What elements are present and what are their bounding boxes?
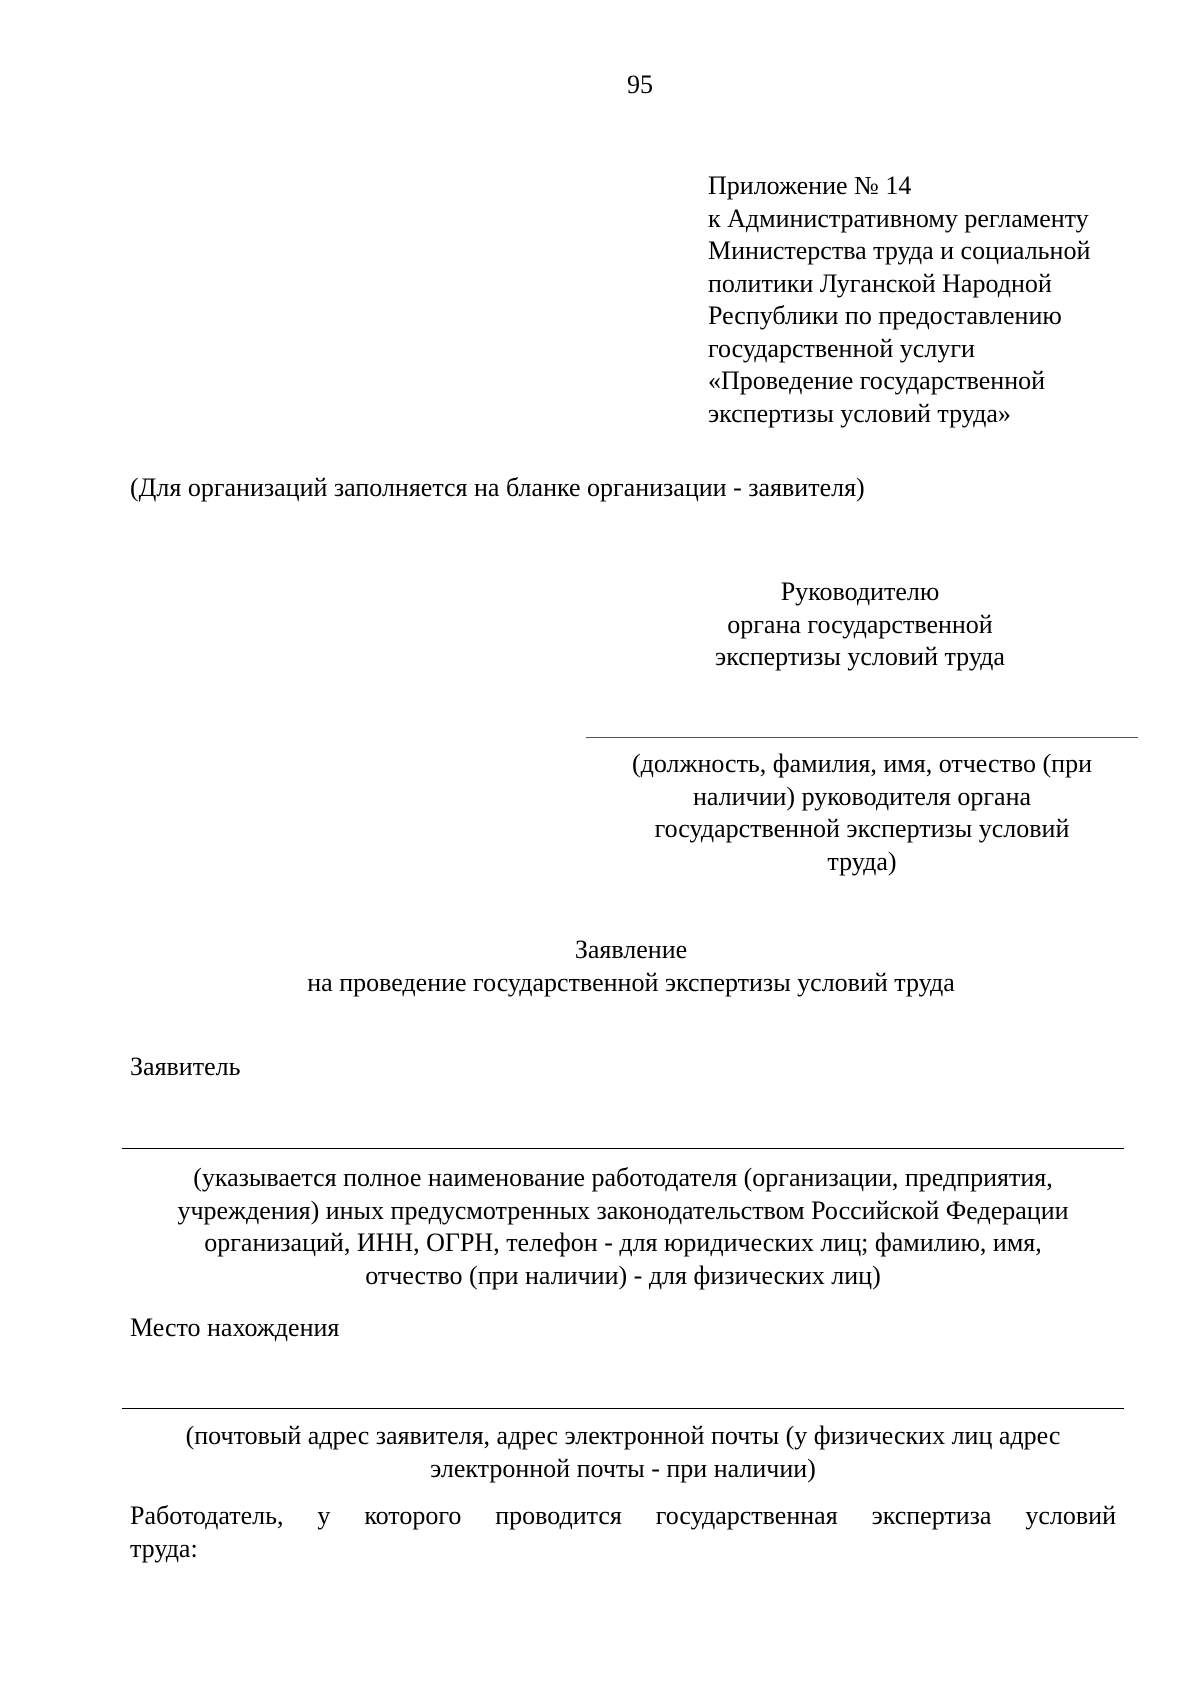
recipient-line: Руководителю	[780, 577, 940, 606]
recipient-line: органа государственной	[727, 609, 993, 639]
appendix-line: Республики по предоставлению	[708, 301, 1062, 330]
applicant-caption-line: (указывается полное наименование работодателя (организации, предприятия,	[193, 1163, 1053, 1192]
recipient-caption-line: наличии) руководителя органа	[692, 781, 1032, 811]
employer-line-2: труда:	[130, 1533, 198, 1563]
appendix-line: Приложение № 14	[708, 171, 912, 200]
location-caption-line: электронной почты - при наличии)	[430, 1453, 816, 1483]
appendix-reference	[708, 170, 1148, 430]
appendix-line: Министерства труда и социальной	[708, 236, 1091, 265]
location-label: Место нахождения	[130, 1313, 340, 1342]
appendix-line: к Административному регламенту	[708, 203, 1089, 233]
recipient-caption	[586, 748, 1138, 878]
appendix-line: политики Луганской Народной	[708, 268, 1052, 298]
appendix-line: экспертизы условий труда»	[708, 398, 1011, 428]
applicant-caption-line: отчество (при наличии) - для физических лиц)	[365, 1260, 881, 1290]
applicant-fill-line[interactable]	[122, 1148, 1124, 1149]
appendix-line: государственной услуги	[708, 333, 975, 363]
recipient-block	[640, 576, 1080, 674]
title-line-2: на проведение государственной экспертизы условий труда	[307, 968, 955, 997]
applicant-label: Заявитель	[130, 1052, 241, 1081]
recipient-line: экспертизы условий труда	[715, 642, 1005, 671]
applicant-caption-line: учреждения) иных предусмотренных законодательством Российской Федерации	[177, 1195, 1069, 1225]
title-line-1: Заявление	[574, 935, 688, 964]
page-number: 95	[627, 70, 653, 99]
location-fill-line[interactable]	[122, 1408, 1124, 1409]
employer-line-1: Работодатель, у которого проводится государственная экспертиза условий	[130, 1501, 1116, 1530]
employer-paragraph	[130, 1500, 1116, 1565]
document-title	[0, 933, 1200, 999]
blank-note: (Для организаций заполняется на бланке организации - заявителя)	[130, 473, 865, 502]
recipient-fill-line[interactable]	[586, 737, 1138, 738]
location-caption	[122, 1420, 1124, 1485]
recipient-caption-line: труда)	[827, 846, 897, 876]
appendix-line: «Проведение государственной	[708, 366, 1046, 395]
applicant-caption-line: организаций, ИНН, ОГРН, телефон - для юридических лиц; фамилию, имя,	[204, 1228, 1042, 1257]
location-caption-line: (почтовый адрес заявителя, адрес электронной почты (у физических лиц адрес	[185, 1421, 1061, 1450]
recipient-caption-line: (должность, фамилия, имя, отчество (при	[631, 749, 1092, 778]
recipient-caption-line: государственной экспертизы условий	[654, 814, 1070, 843]
applicant-caption	[122, 1162, 1124, 1292]
